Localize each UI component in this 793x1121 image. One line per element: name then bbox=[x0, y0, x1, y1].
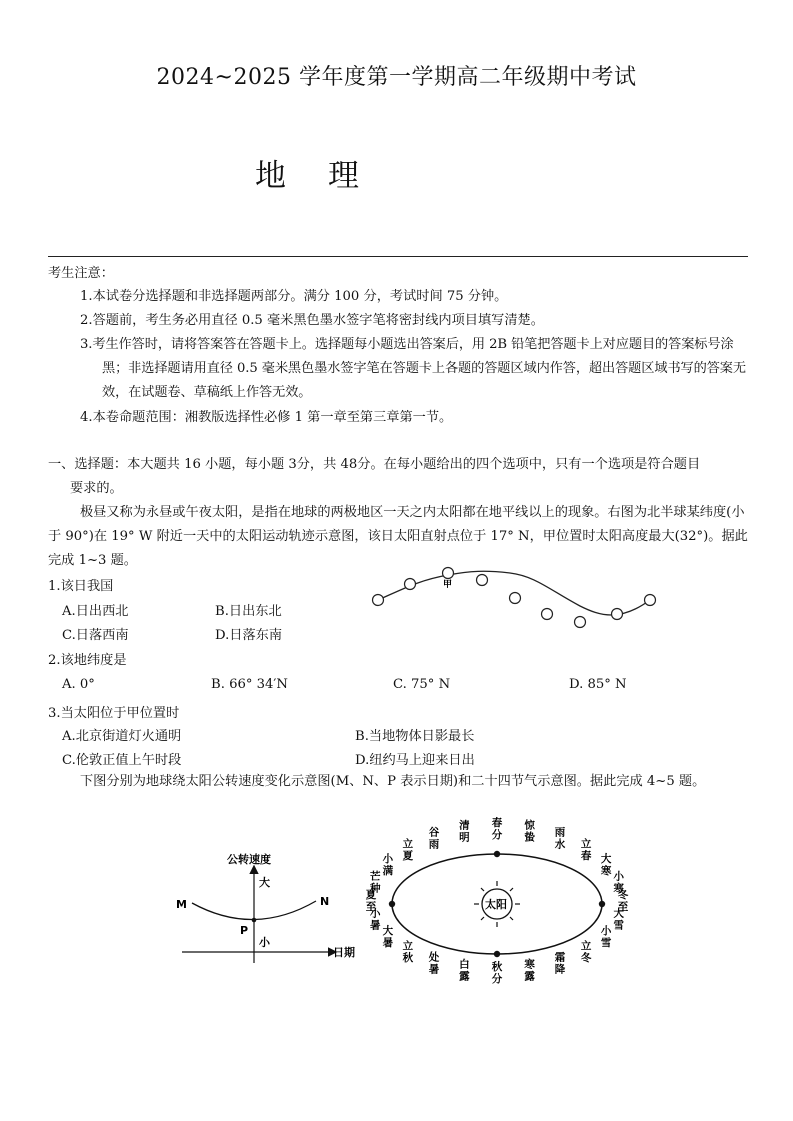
solar-term-label: 小暑 bbox=[370, 907, 381, 932]
sun-position-marker bbox=[477, 575, 488, 586]
sun-position-marker bbox=[443, 568, 454, 579]
solar-term-label: 夏至 bbox=[365, 889, 377, 913]
question-stem: 2.该地纬度是 bbox=[48, 653, 127, 668]
solar-term-label: 寒露 bbox=[524, 958, 535, 983]
sun-label: 太阳 bbox=[485, 898, 507, 911]
label-jia: 甲 bbox=[443, 580, 453, 590]
solar-term-label: 小寒 bbox=[613, 870, 624, 895]
sun-position-marker bbox=[542, 609, 553, 620]
subject-title bbox=[255, 150, 359, 195]
section-heading-line: 要求的。 bbox=[70, 481, 123, 496]
solar-term-label: 大雪 bbox=[613, 907, 624, 932]
notice-item: 2.答题前，考生务必用直径 0.5 毫米黑色墨水签字笔将密封线内项目填写清楚。 bbox=[80, 313, 544, 328]
passage-1: 极昼又称为永昼或午夜太阳，是指在地球的两极地区一天之内太阳都在地平线以上的现象。右图为北半球某纬度(小于 90°)在 19° W 附近一天中的太阳运动轨迹示意图，该日太阳直射点位于 17° N，甲位置时太阳高度最大(32°)。据此完成 1~3 题。 bbox=[48, 505, 748, 568]
solar-term-label: 雨水 bbox=[554, 826, 566, 851]
notice-item-text: 3.考生作答时，请将答案答在答题卡上。选择题每小题选出答案后，用 2B 铅笔把答题卡上对应题目的答案标号涂黑；非选择题请用直径 0.5 毫米黑色墨水签字笔在答题卡上各题的答题区域内作答，超出答题区域书写的答案无效，在试题卷、草稿纸上作答无效。 bbox=[80, 337, 746, 400]
solar-term-label: 惊蛰 bbox=[524, 819, 535, 844]
sun-position-marker bbox=[575, 617, 586, 628]
point-m-label: M bbox=[176, 898, 187, 911]
point-p-label: P bbox=[240, 924, 249, 937]
subject-char: 地 bbox=[255, 158, 286, 194]
notice-item: 4.本卷命题范围：湘教版选择性必修 1 第一章至第三章第一节。 bbox=[80, 410, 453, 425]
solar-term-label: 立夏 bbox=[402, 838, 414, 863]
orbit-point-spring-equinox bbox=[494, 851, 500, 857]
option: B.日出东北 bbox=[215, 604, 282, 619]
solar-term-label: 大寒 bbox=[600, 853, 612, 877]
option: C.伦敦正值上午时段 bbox=[62, 753, 182, 768]
solar-term-label: 小满 bbox=[382, 853, 394, 877]
sun-position-marker bbox=[612, 609, 623, 620]
x-axis-label: 日期 bbox=[333, 946, 355, 959]
solar-term-label: 清明 bbox=[459, 819, 470, 844]
option: D.纽约马上迎来日出 bbox=[355, 753, 475, 768]
solar-terms-figure bbox=[360, 815, 630, 995]
sun-position-marker bbox=[510, 593, 521, 604]
sun-position-marker bbox=[405, 579, 416, 590]
solar-term-label: 立春 bbox=[580, 838, 592, 863]
notice-item: 1.本试卷分选择题和非选择题两部分。满分 100 分，考试时间 75 分钟。 bbox=[80, 289, 508, 304]
option: C.日落西南 bbox=[62, 628, 129, 643]
solar-term-label: 芒种 bbox=[370, 870, 381, 895]
orbital-speed-figure bbox=[170, 845, 370, 965]
option: A.北京街道灯火通明 bbox=[62, 729, 182, 744]
question-stem: 3.当太阳位于甲位置时 bbox=[48, 706, 180, 721]
point-marker bbox=[252, 918, 257, 923]
option: D. 85° N bbox=[569, 677, 627, 692]
section-heading-line: 一、选择题：本大题共 16 小题，每小题 3分，共 48分。在每小题给出的四个选项中，只有一个选项是符合题目 bbox=[48, 457, 701, 472]
orbit-point-autumn-equinox bbox=[494, 951, 500, 957]
solar-term-label: 谷雨 bbox=[428, 826, 440, 851]
notice-heading: 考生注意： bbox=[48, 266, 114, 281]
option: B.当地物体日影最长 bbox=[355, 729, 475, 744]
option: C. 75° N bbox=[393, 677, 451, 692]
question-stem: 1.该日我国 bbox=[48, 579, 114, 594]
option: D.日落东南 bbox=[215, 628, 283, 643]
section-heading bbox=[48, 453, 748, 501]
small-label: 小 bbox=[259, 936, 270, 949]
solar-term-label: 处暑 bbox=[428, 951, 440, 976]
solar-term-label: 春分 bbox=[491, 817, 503, 841]
exam-title: 2024~2025 学年度第一学期高二年级期中考试 bbox=[156, 65, 637, 90]
notice-item bbox=[80, 333, 748, 405]
solar-term-label: 霜降 bbox=[554, 951, 566, 976]
sun-track-figure bbox=[360, 560, 670, 640]
point-n-label: N bbox=[320, 895, 330, 908]
subject-char: 理 bbox=[328, 158, 359, 194]
passage-2: 下图分别为地球绕太阳公转速度变化示意图(M、N、P 表示日期)和二十四节气示意图。据此完成 4~5 题。 bbox=[80, 774, 706, 789]
solar-term-label: 秋分 bbox=[491, 961, 503, 985]
solar-term-label: 小雪 bbox=[600, 925, 612, 949]
solar-term-label: 立冬 bbox=[580, 939, 592, 964]
solar-term-label: 立秋 bbox=[402, 939, 414, 964]
divider-line bbox=[48, 256, 748, 257]
solar-term-label: 冬至 bbox=[617, 889, 629, 913]
option: A.日出西北 bbox=[62, 604, 129, 619]
big-label: 大 bbox=[259, 876, 270, 889]
solar-term-label: 大暑 bbox=[382, 925, 394, 949]
solar-term-label: 白露 bbox=[459, 958, 470, 983]
y-axis-label: 公转速度 bbox=[227, 853, 271, 866]
option: B. 66° 34′N bbox=[211, 677, 288, 692]
orbit-point-summer-solstice bbox=[389, 901, 395, 907]
sun-position-marker bbox=[645, 595, 656, 606]
sun-position-marker bbox=[373, 595, 384, 606]
option: A. 0° bbox=[62, 677, 95, 692]
orbit-point-winter-solstice bbox=[599, 901, 605, 907]
